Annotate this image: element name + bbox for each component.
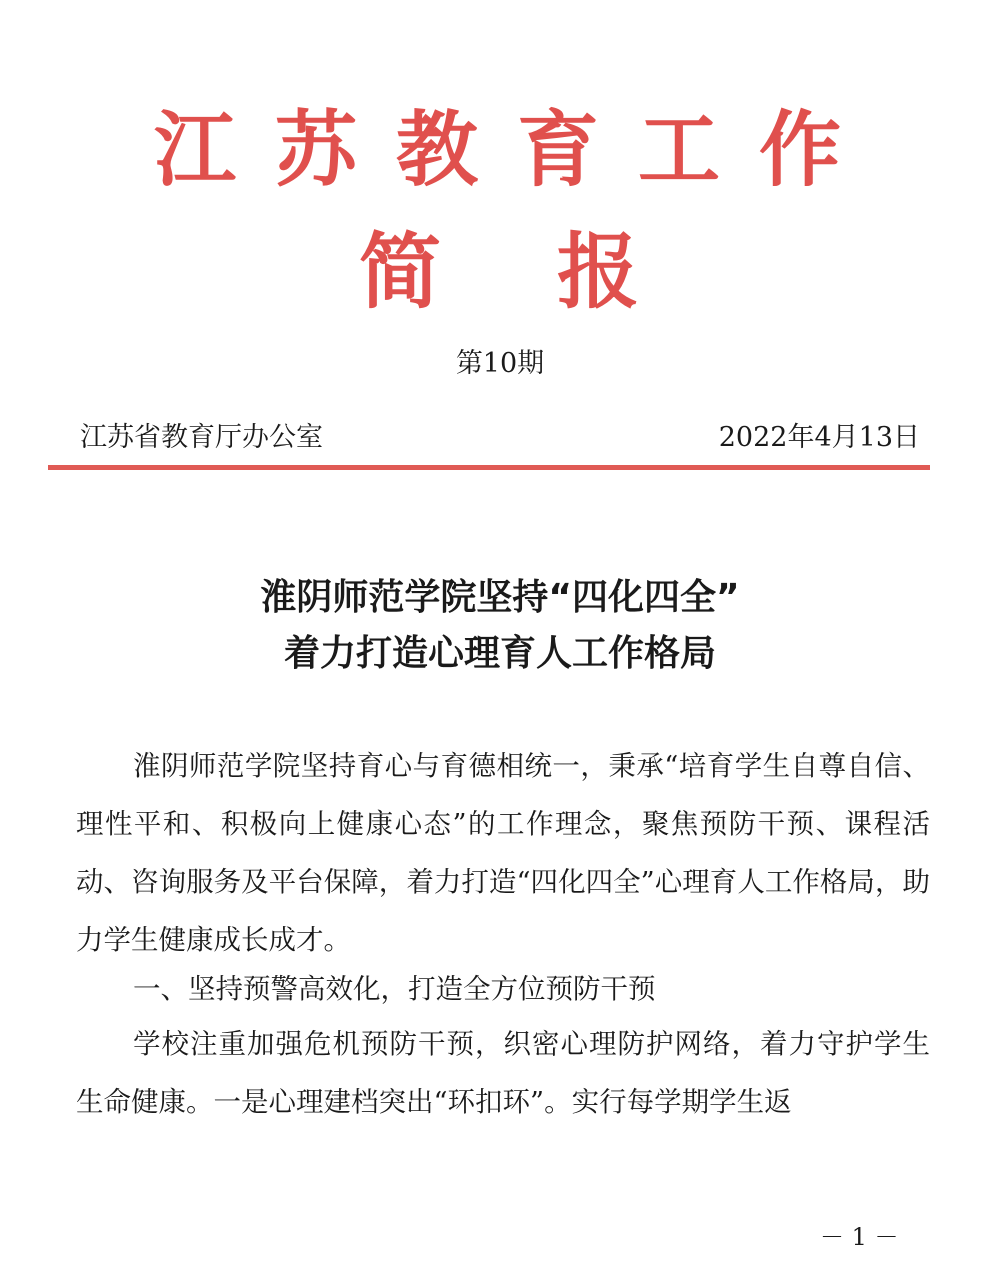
masthead-subtitle [0,222,1000,322]
masthead-char: 苏 [274,102,357,198]
issue-number: 第10期 [455,348,545,379]
masthead-char: 工 [637,102,720,198]
article-title [0,570,1000,682]
page-number: － 1 － [820,1223,899,1251]
article-title-line1: 淮阴师范学院坚持“四化四全” [260,577,740,618]
red-divider [48,465,930,470]
masthead-char: 简 [358,224,441,320]
masthead-char: 报 [556,224,639,320]
issuing-office: 江苏省教育厅办公室 [80,422,323,453]
issue-date: 2022年4月13日 [718,422,920,453]
section-heading: 一、坚持预警高效化，打造全方位预防干预 [133,973,656,1005]
paragraph-section1: 学校注重加强危机预防干预，织密心理防护网络，着力守护学生生命健康。一是心理建档突出“环扣环”。实行每学期学生返 [76,1028,930,1118]
masthead-char: 作 [758,102,841,198]
masthead-title [0,100,1000,200]
masthead-char: 教 [395,102,478,198]
masthead-char: 江 [153,102,236,198]
paragraph-intro: 淮阴师范学院坚持育心与育德相统一，秉承“培育学生自尊自信、理性平和、积极向上健康心态”的工作理念，聚焦预防干预、课程活动、咨询服务及平台保障，着力打造“四化四全”心理育人工作格局，助力学生健康成长成才。 [76,750,930,956]
masthead-char: 育 [516,102,599,198]
article-title-line2: 着力打造心理育人工作格局 [283,633,716,674]
